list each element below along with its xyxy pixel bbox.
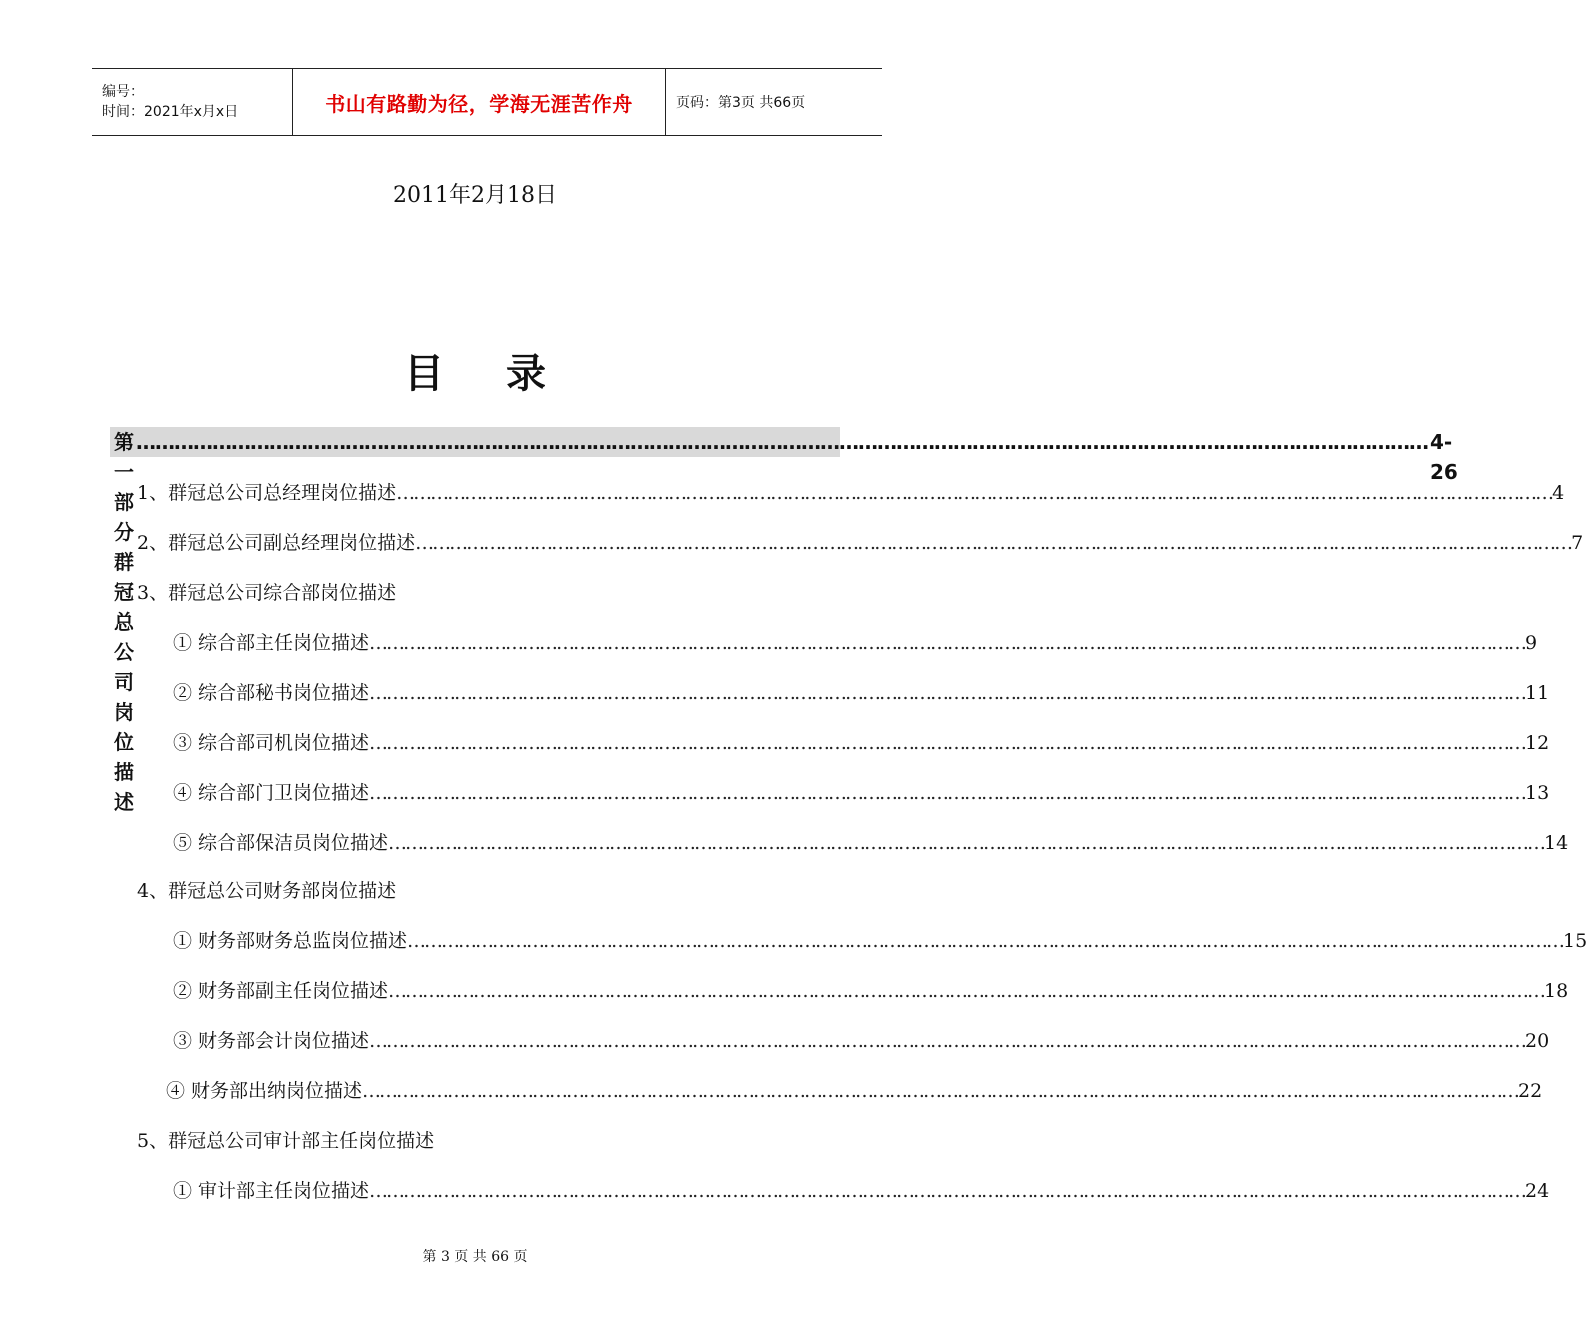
toc-entry-leader: …………………………………………………………………………………………………………………………………………………………………………………… — [369, 1030, 1526, 1052]
toc-entry-page: 7 — [1571, 532, 1584, 554]
toc-entry-page: 15 — [1563, 930, 1587, 952]
toc-entry-5-1[interactable] — [173, 1176, 1550, 1206]
toc-entry-4-4[interactable] — [166, 1076, 1543, 1106]
toc-entry-leader: …………………………………………………………………………………………………………………………………………………………………………………… — [369, 732, 1526, 754]
toc-title — [0, 342, 950, 399]
toc-entry-label: ① 综合部主任岗位描述 — [173, 632, 370, 654]
toc-section-3[interactable] — [137, 578, 396, 608]
toc-entry-leader: …………………………………………………………………………………………………………………………………………………………………………………… — [388, 980, 1545, 1002]
toc-entry-1[interactable] — [137, 478, 1565, 508]
page-header — [92, 68, 882, 136]
toc-entry-label: ② 财务部副主任岗位描述 — [173, 980, 389, 1002]
time-label: 时间：2021年x月x日 — [102, 104, 239, 120]
toc-entry-page: 18 — [1544, 980, 1569, 1002]
toc-entry-label: 5、群冠总公司审计部主任岗位描述 — [137, 1130, 435, 1152]
toc-entry-page: 22 — [1518, 1080, 1543, 1102]
part-label: 第一部分 群冠总公司岗位描述 — [114, 430, 134, 814]
toc-entry-3-2[interactable] — [173, 678, 1550, 708]
toc-entry-leader: …………………………………………………………………………………………………………………………………………………………………………………… — [369, 682, 1526, 704]
toc-entry-3-5[interactable] — [173, 828, 1569, 858]
page-footer: 第 3 页 共 66 页 — [422, 1249, 528, 1265]
toc-entry-2[interactable] — [137, 528, 1584, 558]
toc-entry-label: 1、群冠总公司总经理岗位描述 — [137, 482, 397, 504]
toc-entry-label: 3、群冠总公司综合部岗位描述 — [137, 582, 397, 604]
toc-entry-label: ① 审计部主任岗位描述 — [173, 1180, 370, 1202]
toc-entry-4-3[interactable] — [173, 1026, 1550, 1056]
toc-entry-label: ④ 综合部门卫岗位描述 — [173, 782, 370, 804]
toc-entry-leader: …………………………………………………………………………………………………………………………………………………………………………………… — [369, 1180, 1526, 1202]
toc-entry-label: ⑤ 综合部保洁员岗位描述 — [173, 832, 389, 854]
toc-entry-page: 20 — [1525, 1030, 1550, 1052]
toc-entry-page: 24 — [1525, 1180, 1550, 1202]
toc-title-char-1: 目 — [404, 351, 444, 397]
toc-entry-page: 11 — [1525, 682, 1550, 704]
toc-entry-label: ② 综合部秘书岗位描述 — [173, 682, 370, 704]
toc-entry-leader: …………………………………………………………………………………………………………………………………………………………………………………… — [396, 482, 1553, 504]
toc-entry-leader: …………………………………………………………………………………………………………………………………………………………………………………… — [362, 1080, 1519, 1102]
toc-entry-3-1[interactable] — [173, 628, 1538, 658]
toc-entry-label: 4、群冠总公司财务部岗位描述 — [137, 880, 397, 902]
number-label: 编号： — [102, 84, 144, 100]
part-leader: …………………………………………………………………………………………………………………………………………………………………………………… — [136, 430, 1428, 454]
toc-section-4[interactable] — [137, 876, 396, 906]
toc-entry-leader: …………………………………………………………………………………………………………………………………………………………………………………… — [369, 782, 1526, 804]
toc-entry-label: 2、群冠总公司副总经理岗位描述 — [137, 532, 416, 554]
toc-entry-label: ④ 财务部出纳岗位描述 — [166, 1080, 363, 1102]
toc-entry-3-4[interactable] — [173, 778, 1550, 808]
toc-entry-leader: …………………………………………………………………………………………………………………………………………………………………………………… — [407, 930, 1564, 952]
header-motto: 书山有路勤为径，学海无涯苦作舟 — [325, 91, 633, 116]
part-pages: 4-26 — [1430, 430, 1458, 484]
toc-entry-page: 4 — [1552, 482, 1565, 504]
toc-entry-4-2[interactable] — [173, 976, 1569, 1006]
toc-entry-label: ③ 财务部会计岗位描述 — [173, 1030, 370, 1052]
toc-entry-page: 13 — [1525, 782, 1550, 804]
toc-entry-3-3[interactable] — [173, 728, 1550, 758]
toc-title-char-2: 录 — [506, 351, 546, 397]
toc-entry-page: 9 — [1525, 632, 1538, 654]
toc-entry-page: 14 — [1544, 832, 1569, 854]
toc-entry-4-1[interactable] — [173, 926, 1587, 956]
header-motto-cell — [293, 69, 666, 135]
toc-entry-label: ③ 综合部司机岗位描述 — [173, 732, 370, 754]
toc-entry-leader: …………………………………………………………………………………………………………………………………………………………………………………… — [415, 532, 1572, 554]
toc-section-5[interactable] — [137, 1126, 434, 1156]
toc-entry-leader: …………………………………………………………………………………………………………………………………………………………………………………… — [388, 832, 1545, 854]
toc-entry-label: ① 财务部财务总监岗位描述 — [173, 930, 408, 952]
document-date: 2011年2月18日 — [393, 183, 557, 208]
toc-entry-leader: …………………………………………………………………………………………………………………………………………………………………………………… — [369, 632, 1526, 654]
header-meta — [92, 69, 293, 135]
toc-entry-page: 12 — [1525, 732, 1550, 754]
header-page-code: 页码：第3页 共66页 — [676, 95, 806, 111]
